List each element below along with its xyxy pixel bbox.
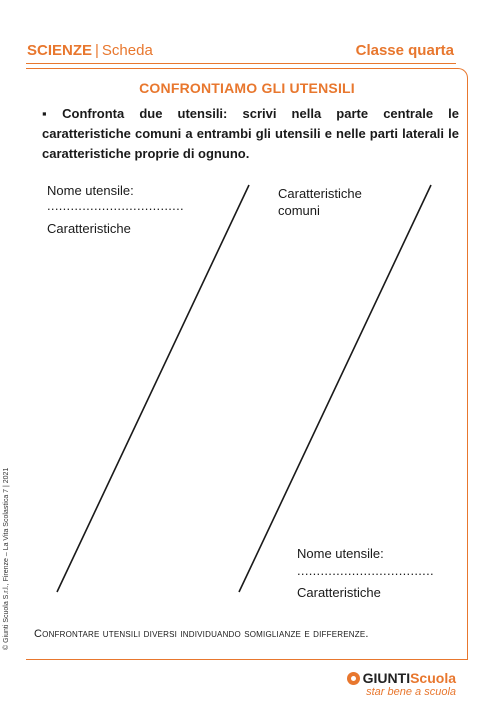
subject-label: SCIENZE xyxy=(27,42,93,59)
left-name-label: Nome utensile: xyxy=(47,183,134,198)
learning-objective: Confrontare utensili diversi individuando somiglianze e differenze. xyxy=(34,628,369,640)
right-name-label: Nome utensile: xyxy=(297,546,384,561)
worksheet-title: CONFRONTIAMO GLI UTENSILI xyxy=(139,80,355,96)
left-traits-label: Caratteristiche xyxy=(47,221,131,236)
publisher-logo xyxy=(347,670,456,698)
right-diagonal-line xyxy=(239,185,431,592)
left-name-dots[interactable]: ................................... xyxy=(47,198,184,213)
right-name-dots[interactable]: ................................... xyxy=(297,563,434,578)
instruction-body: Confronta due utensili: scrivi nella parte centrale le caratteristiche comuni a entrambi gli utensili e nelle parti laterali le caratteristiche proprie di ognuno. xyxy=(42,106,459,161)
giunti-logo-icon xyxy=(347,672,360,685)
bullet-icon: ▪ xyxy=(42,106,59,121)
sheet-type-label: Scheda xyxy=(101,42,153,59)
logo-tagline: star bene a scuola xyxy=(366,686,456,698)
right-traits-label: Caratteristiche xyxy=(297,585,381,600)
logo-brand-dark: GIUNTI xyxy=(362,670,411,686)
copyright-notice: © Giunti Scuola S.r.l., Firenze – La Vita Scolastica 7 | 2021 xyxy=(3,467,10,650)
header-separator: | xyxy=(95,42,99,59)
grade-label: Classe quarta xyxy=(355,42,454,59)
common-traits-label: Caratteristiche comuni xyxy=(278,186,362,218)
left-diagonal-line xyxy=(57,185,249,592)
logo-brand-orange: Scuola xyxy=(410,670,456,686)
